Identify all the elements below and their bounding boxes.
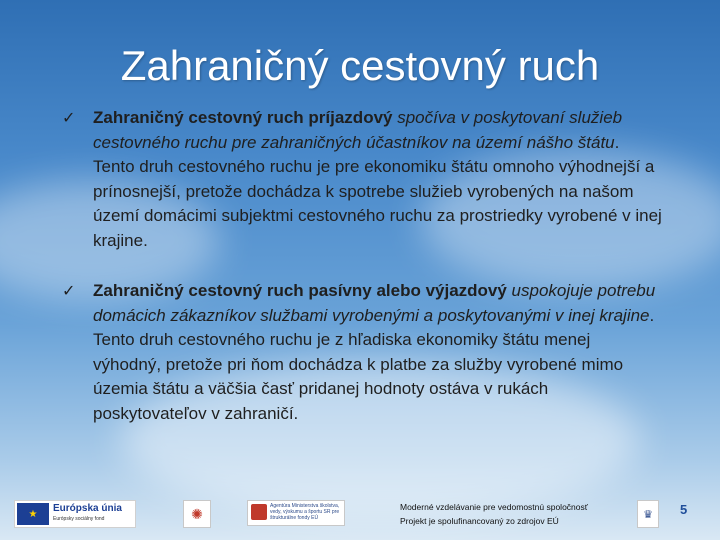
eu-logo-name: Európska únia: [53, 503, 122, 514]
agency-logo-icon: [251, 504, 267, 520]
eu-logo-subtitle: Európsky sociálny fond: [53, 516, 105, 522]
bullet-definition: spočíva v poskytovaní služieb cestovného ruchu pre zahraničných účastníkov na území nášho štátu: [93, 108, 623, 152]
bullet-term: Zahraničný cestovný ruch príjazdový: [93, 108, 393, 127]
bullet-explanation: . Tento druh cestovného ruchu je z hľadiska ekonomiky štátu menej výhodný, pretože pri ňom dochádza k platbe za služby vyrobené mimo územia štátu a väčšia časť pridanej hodnoty ostáva v rukách poskytovateľov v zahraničí.: [93, 305, 655, 423]
footer-line-2: Projekt je spolufinancovaný zo zdrojov EÚ: [400, 516, 559, 526]
checkmark-icon: ✓: [62, 108, 76, 127]
bullet-explanation: . Tento druh cestovného ruchu je pre ekonomiku štátu omnoho výhodnejší a prínosnejší, pretože dochádza k spotrebe služieb vyrobených na našom území domácimi subjektmi cestovného ruchu za prostriedky vyrobené v inej krajine.: [93, 132, 662, 250]
bullet-item: [62, 279, 662, 426]
agency-logo: [247, 500, 345, 526]
slide-title: Zahraničný cestovný ruch: [120, 42, 600, 89]
eu-flag-icon: ★: [17, 503, 49, 525]
bullet-list: [62, 106, 662, 426]
bullet-definition: uspokojuje potrebu domácich zákazníkov službami vyrobenými a poskytovanými v inej krajine: [93, 281, 656, 325]
checkmark-icon: ✓: [62, 281, 76, 300]
bullet-term: Zahraničný cestovný ruch pasívny alebo výjazdový: [93, 281, 507, 300]
bullet-item: [62, 106, 662, 253]
eu-logo: [14, 500, 136, 528]
partner-logo-icon: ✺: [183, 500, 211, 528]
footer-text: [400, 500, 588, 528]
crest-logo-icon: ♛: [637, 500, 659, 528]
page-number: 5: [680, 502, 688, 517]
agency-logo-text: Agentúra Ministerstva školstva, vedy, výskumu a športu SR pre štrukturálne fondy EÚ: [270, 503, 340, 521]
footer-bar: [0, 496, 720, 540]
footer-line-1: Moderné vzdelávanie pre vedomostnú spoločnosť: [400, 502, 588, 512]
